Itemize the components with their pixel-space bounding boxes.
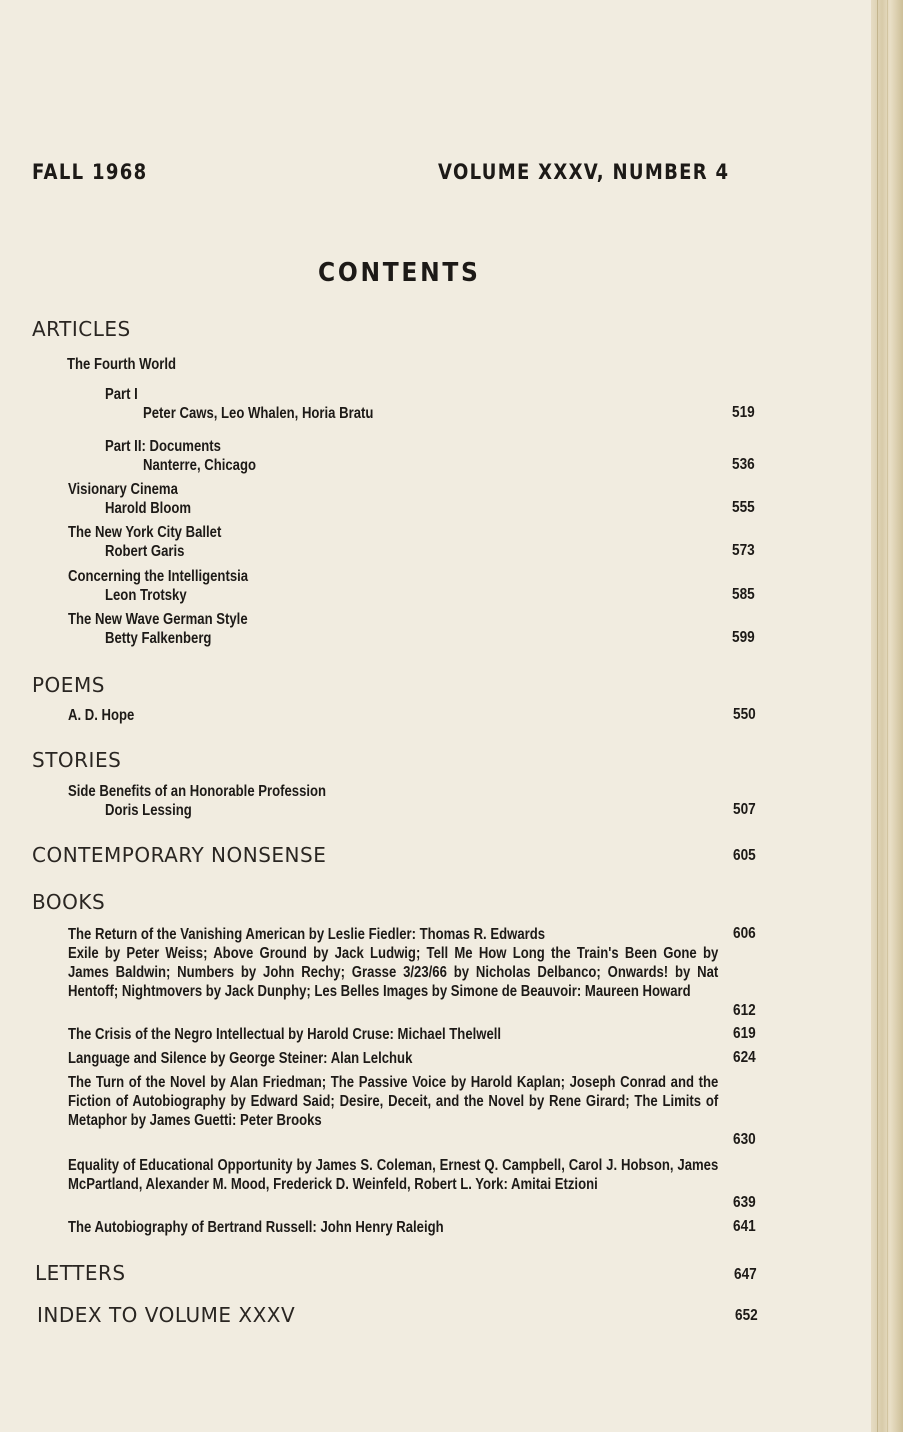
page-number: 647 [734, 1266, 757, 1283]
page-number: 652 [735, 1307, 758, 1324]
page-number: 606 [733, 925, 756, 942]
section-heading-stories: STORIES [32, 748, 122, 772]
part-label: Part II: Documents [105, 438, 221, 455]
section-heading-nonsense: CONTEMPORARY NONSENSE [32, 843, 327, 867]
page-number: 536 [732, 456, 755, 473]
page-number: 624 [733, 1049, 756, 1066]
book-review-entry: The Crisis of the Negro Intellectual by Harold Cruse: Michael Thelwell [68, 1026, 502, 1043]
contents-title: CONTENTS [318, 258, 481, 288]
book-review-entry: The Autobiography of Bertrand Russell: John Henry Raleigh [68, 1219, 444, 1236]
article-authors: Nanterre, Chicago [143, 457, 257, 474]
page-number: 605 [733, 847, 756, 864]
story-title: Side Benefits of an Honorable Profession [68, 783, 327, 800]
article-title: The Fourth World [67, 356, 177, 373]
page-number: 641 [733, 1218, 756, 1235]
section-heading-poems: POEMS [32, 673, 105, 697]
page-number: 555 [732, 499, 755, 516]
book-review-entry: Language and Silence by George Steiner: Alan Lelchuk [68, 1050, 413, 1067]
poem-author: A. D. Hope [68, 707, 135, 724]
issue-volume: VOLUME XXXV, NUMBER 4 [438, 160, 730, 184]
article-author: Betty Falkenberg [105, 630, 212, 647]
issue-season: FALL 1968 [32, 160, 148, 184]
page-number: 519 [732, 404, 755, 421]
page-number: 619 [733, 1025, 756, 1042]
article-title: The New York City Ballet [68, 524, 222, 541]
page-number: 639 [733, 1194, 756, 1211]
page-number: 612 [733, 1002, 756, 1019]
page-number: 550 [733, 706, 756, 723]
article-author: Leon Trotsky [105, 587, 187, 604]
article-author: Robert Garis [105, 543, 185, 560]
section-heading-articles: ARTICLES [32, 317, 131, 341]
article-title: Visionary Cinema [68, 481, 178, 498]
book-review-entry: Equality of Educational Opportunity by James S. Coleman, Ernest Q. Campbell, Carol J. Hobson, James McPartland, Alexander M. Mood, Frederick D. Weinfeld, Robert L. York: Amitai Etzioni [68, 1157, 719, 1193]
section-heading-letters: LETTERS [35, 1261, 126, 1285]
section-heading-index: INDEX TO VOLUME XXXV [37, 1303, 296, 1327]
book-review-entry: The Turn of the Novel by Alan Friedman; The Passive Voice by Harold Kaplan; Joseph Conrad and the Fiction of Autobiography by Edward Said; Desire, Deceit, and the Novel by Rene Girard; The Limits of Metaphor by James Guetti: Peter Brooks [68, 1074, 719, 1129]
article-author: Harold Bloom [105, 500, 192, 517]
story-author: Doris Lessing [105, 802, 192, 819]
book-review-entry: The Return of the Vanishing American by Leslie Fiedler: Thomas R. Edwards [68, 926, 546, 943]
article-title: Concerning the Intelligentsia [68, 568, 249, 585]
article-authors: Peter Caws, Leo Whalen, Horia Bratu [143, 405, 374, 422]
section-heading-books: BOOKS [32, 890, 106, 914]
page-number: 507 [733, 801, 756, 818]
page-number: 585 [732, 586, 755, 603]
page-number: 630 [733, 1131, 756, 1148]
page-number: 573 [732, 542, 755, 559]
part-label: Part I [105, 386, 138, 403]
page-edge [871, 0, 903, 1432]
page-number: 599 [732, 629, 755, 646]
article-title: The New Wave German Style [68, 611, 248, 628]
book-review-entry: Exile by Peter Weiss; Above Ground by Jack Ludwig; Tell Me How Long the Train's Been Gone by James Baldwin; Numbers by John Rechy; Grasse 3/23/66 by Nicholas Delbanco; Onwards! by Nat Hentoff; Nightmovers by Jack Dunphy; Les Belles Images by Simone de Beauvoir: Maureen Howard [68, 945, 719, 1000]
